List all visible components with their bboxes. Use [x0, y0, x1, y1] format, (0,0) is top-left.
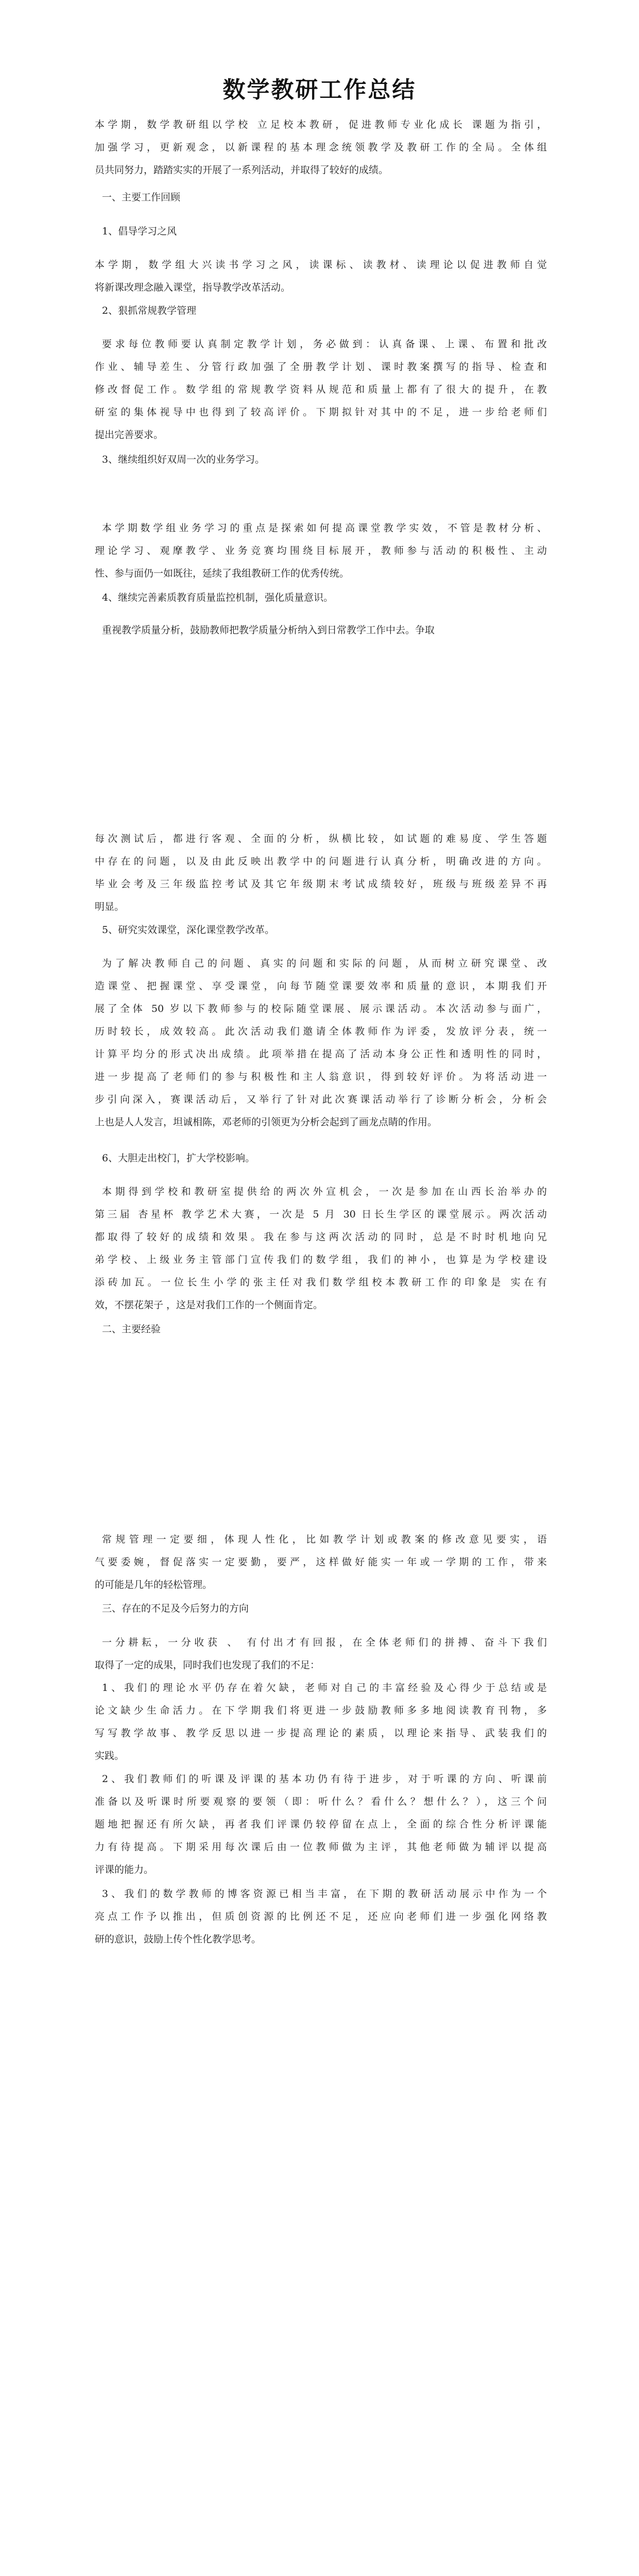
text-line: 修改督促工作。数学组的常规教学资料从规范和质量上都有了很大的提升，在教 — [95, 384, 547, 395]
text-line: 本期得到学校和教研室提供给的两次外宣机会，一次是参加在山西长治举办的 — [102, 1186, 547, 1197]
paragraph — [95, 113, 547, 181]
text-line: 研的意识，鼓励上传个性化教学思考。 — [95, 1934, 262, 1945]
paragraph — [95, 827, 547, 918]
text-line: 造课堂、把握课堂、享受课堂，向每节随堂课要效率和质量的意识，本期我们开 — [95, 980, 547, 992]
text-line: 取得了一定的成果，同时我们也发现了我们的不足： — [95, 1659, 320, 1671]
text-line: 亮点工作予以推出，但质创资源的比例还不足，还应向老师们进一步强化网络教 — [95, 1911, 547, 1922]
text-line: 研室的集体视导中也得到了较高评价。下期拟针对其中的不足，进一步给老师们 — [95, 406, 547, 418]
text-line: 作业、辅导差生、分管行政加强了全册教学计划、课时教案撰写的指导、检查和 — [95, 361, 547, 372]
paragraph — [95, 1318, 547, 1341]
paragraph — [95, 1147, 547, 1170]
text-line: 实践。 — [95, 1750, 125, 1761]
paragraph — [95, 1631, 547, 1676]
text-line: 为了解决教师自己的问题、真实的问题和实际的问题，从而树立研究课堂、改 — [102, 958, 547, 969]
text-line: 上也是人人发言，坦诚相陈，邓老师的引领更为分析会起到了画龙点睛的作用。 — [95, 1116, 438, 1128]
text-line: 本学期数学组业务学习的重点是探索如何提高课堂教学实效，不管是教材分析、 — [102, 522, 547, 534]
text-line: 三、存在的不足及今后努力的方向 — [102, 1603, 249, 1614]
text-line: 气要委婉，督促落实一定要勤，要严，这样做好能实一年或一学期的工作，带来 — [95, 1556, 547, 1568]
paragraph — [95, 1528, 547, 1596]
text-line: 弟学校、上级业务主管部门宣传我们的数学组，我们的神小，也算是为学校建设 — [95, 1254, 547, 1265]
text-line: 本学期，数学组大兴读书学习之风，读课标、读教材、读理论以促进教师自觉 — [95, 259, 547, 270]
text-line: 论文缺少生命活力。在下学期我们将更进一步鼓励教师多多地阅读教育刊物，多 — [95, 1705, 547, 1716]
paragraph — [95, 517, 547, 585]
text-line: 展了全体 50 岁以下教师参与的校际随堂课展、展示课活动。本次活动参与面广， — [95, 1003, 547, 1014]
text-line: 1、倡导学习之风 — [102, 226, 177, 237]
text-line: 重视教学质量分析，鼓励教师把教学质量分析纳入到日常教学工作中去。争取 — [102, 624, 435, 636]
text-line: 3、继续组织好双周一次的业务学习。 — [102, 454, 265, 465]
text-line: 理论学习、观摩教学、业务竞赛均围绕目标展开，教师参与活动的积极性、主动 — [95, 545, 547, 556]
paragraph — [95, 952, 547, 1133]
text-line: 一、主要工作回顾 — [102, 192, 181, 203]
text-line: 毕业会考及三年级监控考试及其它年级期末考试成绩较好，班级与班级差异不再 — [95, 878, 547, 890]
text-line: 评课的能力。 — [95, 1864, 154, 1875]
text-line: 历时较长，成效较高。此次活动我们邀请全体教师作为评委，发放评分表，统一 — [95, 1026, 547, 1037]
text-line: 写写教学故事、教学反思以进一步提高理论的素质，以理论来指导、武装我们的 — [95, 1727, 547, 1739]
text-line: 5、研究实效课堂，深化课堂教学改革。 — [102, 924, 275, 936]
paragraph — [95, 299, 547, 322]
paragraph — [95, 1883, 547, 1951]
text-line: 1、我们的理论水平仍存在着欠缺，老师对自己的丰富经验及心得少于总结或是 — [102, 1682, 547, 1693]
text-line: 加强学习，更新观念，以新课程的基本理念统领教学及教研工作的全局。全体组 — [95, 142, 547, 153]
text-line: 步引向深入，赛课活动后，又举行了针对此次赛课活动举行了诊断分析会，分析会 — [95, 1094, 547, 1105]
paragraph — [95, 586, 547, 609]
paragraph — [95, 253, 547, 299]
text-line: 添砖加瓦。一位长生小学的张主任对我们数学组校本教研工作的印象是 实在有 — [95, 1277, 547, 1288]
paragraph — [95, 1768, 547, 1881]
text-line: 2、狠抓常规教学管理 — [102, 305, 197, 316]
text-line: 提出完善要求。 — [95, 429, 164, 440]
text-line: 本学期，数学教研组以学校 立足校本教研，促进教师专业化成长 课题为指引， — [95, 119, 547, 130]
text-line: 2、我们教师们的听课及评课的基本功仍有待于进步，对于听课的方向、听课前 — [102, 1773, 547, 1785]
text-line: 计算平均分的形式决出成绩。此项举措在提高了活动本身公正性和透明性的同时， — [95, 1048, 547, 1060]
text-line: 3、我们的数学教师的博客资源已相当丰富，在下期的教研活动展示中作为一个 — [102, 1888, 547, 1900]
paragraph — [95, 919, 547, 941]
text-line: 效，不摆花架子 ，这是对我们工作的一个侧面肯定。 — [95, 1299, 323, 1311]
paragraph — [95, 220, 547, 243]
text-line: 要求每位教师要认真制定教学计划，务必做到：认真备课、上课、布置和批改 — [102, 338, 547, 350]
text-line: 4、继续完善素质教育质量监控机制，强化质量意识。 — [102, 592, 334, 603]
text-line: 进一步提高了老师们的参与积极性和主人翁意识，得到较好评价。为将活动进一 — [95, 1071, 547, 1082]
paragraph — [95, 1676, 547, 1767]
text-line: 明显。 — [95, 901, 125, 912]
text-line: 常规管理一定要细，体现人性化，比如教学计划或教案的修改意见要实，语 — [102, 1534, 547, 1545]
text-line: 中存在的问题，以及由此反映出教学中的问题进行认真分析，明确改进的方向。 — [95, 856, 547, 867]
text-line: 第三届 杏星杯 教学艺术大赛，一次是 5 月 30 日长生学区的课堂展示。两次活动 — [95, 1209, 547, 1220]
text-line: 准备以及听课时所要观察的要领（即：听什么？看什么？想什么？），这三个问 — [95, 1796, 547, 1807]
text-line: 性、参与面仍一如既往，延续了我组教研工作的优秀传统。 — [95, 568, 350, 579]
text-line: 都取得了较好的成绩和效果。我在参与这两次活动的同时，总是不时时机地向兄 — [95, 1231, 547, 1243]
paragraph — [95, 186, 547, 209]
text-line: 将新课改理念融入课堂，指导教学改革活动。 — [95, 282, 291, 293]
text-line: 6、大胆走出校门，扩大学校影响。 — [102, 1153, 255, 1164]
text-line: 力有待提高。下期采用每次课后由一位教师做为主评，其他老师做为辅评以提高 — [95, 1841, 547, 1853]
paragraph — [95, 619, 547, 641]
document-title: 数学教研工作总结 — [222, 77, 417, 103]
text-line: 每次测试后，都进行客观、全面的分析，纵横比较，如试题的难易度、学生答题 — [95, 833, 547, 844]
text-line: 一分耕耘，一分收获 、 有付出才有回报，在全体老师们的拼搏、奋斗下我们 — [102, 1637, 547, 1648]
paragraph — [95, 1597, 547, 1620]
text-line: 员共同努力，踏踏实实的开展了一系列活动，并取得了较好的成绩。 — [95, 164, 389, 176]
text-line: 的可能是几年的轻松管理。 — [95, 1579, 213, 1590]
text-line: 题地把握还有所欠缺，再者我们评课仍较停留在点上，全面的综合性分析评课能 — [95, 1819, 547, 1830]
text-line: 二、主要经验 — [102, 1324, 161, 1335]
paragraph — [95, 1180, 547, 1316]
paragraph — [95, 448, 547, 471]
paragraph — [95, 333, 547, 446]
